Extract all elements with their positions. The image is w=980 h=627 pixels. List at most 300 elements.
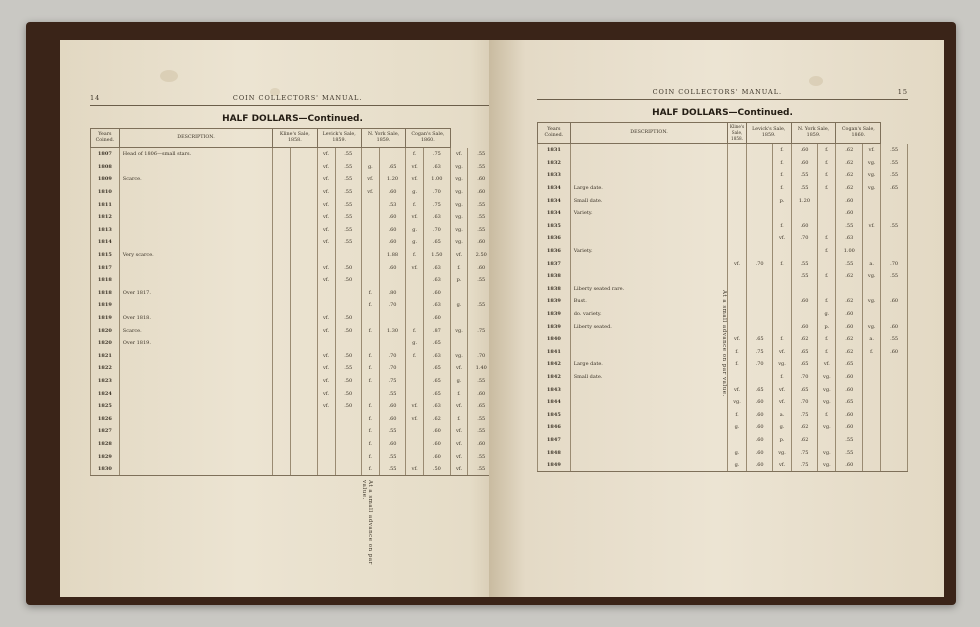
price-cell — [273, 211, 291, 224]
table-row — [91, 236, 495, 249]
description-cell: Liberty seated rare. — [570, 283, 728, 296]
description-cell: Large date. — [570, 182, 728, 195]
price-cell: vg. — [818, 459, 836, 472]
price-cell: f. — [773, 157, 791, 170]
price-cell: vg. — [450, 224, 468, 237]
price-cell: vg. — [818, 421, 836, 434]
price-cell — [881, 358, 908, 371]
table-row — [91, 350, 495, 363]
price-cell — [881, 232, 908, 245]
price-cell: vf. — [406, 412, 424, 425]
price-cell — [273, 387, 291, 400]
price-cell: p. — [773, 434, 791, 447]
price-cell: vf. — [317, 211, 335, 224]
price-cell: vf. — [863, 220, 881, 233]
year-cell: 1837 — [538, 257, 571, 270]
year-cell: 1834 — [538, 207, 571, 220]
price-cell — [791, 207, 818, 220]
price-cell — [773, 295, 791, 308]
table-row — [91, 324, 495, 337]
price-cell: vg. — [450, 161, 468, 174]
price-cell — [273, 224, 291, 237]
price-cell: .60 — [746, 408, 773, 421]
description-cell — [119, 450, 272, 463]
year-cell: 1843 — [538, 383, 571, 396]
price-cell: .65 — [746, 333, 773, 346]
price-cell — [317, 438, 335, 451]
price-cell — [291, 375, 317, 388]
price-cell: f. — [361, 450, 379, 463]
price-cell — [273, 198, 291, 211]
price-cell: .50 — [335, 274, 361, 287]
price-cell: vf. — [317, 236, 335, 249]
price-cell: a. — [773, 408, 791, 421]
price-cell — [746, 194, 773, 207]
year-cell: 1827 — [91, 425, 120, 438]
table-row — [91, 299, 495, 312]
price-cell: .55 — [791, 257, 818, 270]
table-row — [91, 198, 495, 211]
description-cell — [119, 387, 272, 400]
price-cell — [863, 194, 881, 207]
price-cell — [728, 270, 747, 283]
price-cell: f. — [818, 182, 836, 195]
price-cell — [273, 350, 291, 363]
price-cell: g. — [406, 224, 424, 237]
price-cell: f. — [361, 400, 379, 413]
price-cell: 1.20 — [791, 194, 818, 207]
running-title: COIN COLLECTORS' MANUAL. — [652, 88, 783, 96]
table-title: HALF DOLLARS—Continued. — [652, 108, 793, 118]
price-cell: f. — [361, 425, 379, 438]
price-cell: vf. — [406, 173, 424, 186]
price-cell — [291, 261, 317, 274]
price-cell — [291, 211, 317, 224]
description-cell: Scarce. — [119, 173, 272, 186]
price-cell: f. — [361, 412, 379, 425]
price-cell — [406, 287, 424, 300]
price-cell: .62 — [836, 295, 863, 308]
price-cell — [728, 245, 747, 258]
price-cell: g. — [361, 161, 379, 174]
price-cell: vf. — [406, 400, 424, 413]
price-cell — [773, 283, 791, 296]
price-cell: f. — [818, 408, 836, 421]
price-cell: .60 — [791, 157, 818, 170]
price-cell — [728, 169, 747, 182]
price-cell — [335, 463, 361, 476]
price-cell: .55 — [379, 387, 405, 400]
price-cell: .70 — [746, 358, 773, 371]
description-cell — [119, 362, 272, 375]
price-cell: .55 — [791, 169, 818, 182]
price-cell — [273, 287, 291, 300]
price-cell: f. — [728, 408, 747, 421]
price-cell — [881, 371, 908, 384]
price-cell: .75 — [468, 324, 495, 337]
price-cell — [728, 232, 747, 245]
price-cell: f. — [818, 169, 836, 182]
price-cell: f. — [361, 287, 379, 300]
price-cell: .60 — [836, 320, 863, 333]
price-cell: 1.00 — [836, 245, 863, 258]
year-cell: 1822 — [91, 362, 120, 375]
year-cell: 1818 — [91, 274, 120, 287]
price-cell: vf. — [317, 274, 335, 287]
year-cell: 1825 — [91, 400, 120, 413]
description-cell — [570, 333, 728, 346]
price-cell: .62 — [791, 333, 818, 346]
price-cell: .65 — [424, 337, 450, 350]
year-cell: 1831 — [538, 144, 571, 157]
price-cell: vf. — [450, 425, 468, 438]
price-cell: .70 — [424, 186, 450, 199]
price-cell: .60 — [836, 383, 863, 396]
price-cell: .55 — [468, 211, 495, 224]
price-cell: .63 — [424, 161, 450, 174]
price-cell — [881, 408, 908, 421]
description-cell: Scarce. — [119, 324, 272, 337]
price-cell: .60 — [746, 421, 773, 434]
price-cell: vf. — [773, 459, 791, 472]
price-cell: .65 — [424, 375, 450, 388]
table-row — [91, 400, 495, 413]
price-cell: .55 — [836, 446, 863, 459]
price-cell — [317, 299, 335, 312]
description-cell — [570, 346, 728, 359]
price-cell — [881, 194, 908, 207]
year-cell: 1839 — [538, 295, 571, 308]
price-cell: g. — [728, 459, 747, 472]
price-cell — [836, 283, 863, 296]
price-cell — [746, 270, 773, 283]
table-row — [91, 274, 495, 287]
table-row — [91, 173, 495, 186]
price-cell: g. — [818, 308, 836, 321]
table-row — [91, 148, 495, 161]
description-cell — [570, 220, 728, 233]
year-cell: 1828 — [91, 438, 120, 451]
price-cell — [317, 337, 335, 350]
description-cell: Head of 1806—small stars. — [119, 148, 272, 161]
price-cell: .55 — [881, 270, 908, 283]
price-cell: .60 — [468, 438, 495, 451]
price-cell: .60 — [746, 446, 773, 459]
price-cell — [273, 173, 291, 186]
description-cell: Over 1818. — [119, 312, 272, 325]
price-cell — [881, 434, 908, 447]
price-cell: .60 — [881, 346, 908, 359]
price-cell — [361, 387, 379, 400]
price-cell: .65 — [746, 383, 773, 396]
price-cell: .60 — [836, 371, 863, 384]
price-cell: .63 — [424, 299, 450, 312]
price-cell — [863, 383, 881, 396]
price-cell — [379, 337, 405, 350]
price-cell: .50 — [335, 350, 361, 363]
price-cell — [273, 400, 291, 413]
price-cell: .60 — [791, 144, 818, 157]
year-cell: 1815 — [91, 249, 120, 262]
price-cell: .55 — [791, 270, 818, 283]
column-header: Years Coined. — [91, 129, 120, 148]
price-cell: vf. — [863, 144, 881, 157]
table-row — [91, 387, 495, 400]
price-cell: .65 — [379, 161, 405, 174]
price-cell: g. — [406, 186, 424, 199]
description-cell — [119, 299, 272, 312]
description-cell: Variety. — [570, 207, 728, 220]
price-cell: .60 — [836, 308, 863, 321]
price-cell — [273, 236, 291, 249]
price-cell — [450, 337, 468, 350]
year-cell: 1838 — [538, 283, 571, 296]
year-cell: 1824 — [91, 387, 120, 400]
price-cell — [746, 283, 773, 296]
price-cell: .60 — [746, 434, 773, 447]
price-cell: f. — [863, 346, 881, 359]
price-cell — [728, 207, 747, 220]
price-cell: .60 — [379, 211, 405, 224]
price-cell — [746, 245, 773, 258]
price-cell: .70 — [881, 257, 908, 270]
price-cell — [273, 312, 291, 325]
price-cell — [291, 186, 317, 199]
price-cell — [728, 220, 747, 233]
table-row — [538, 232, 908, 245]
price-cell — [728, 144, 747, 157]
price-cell — [335, 438, 361, 451]
year-cell: 1819 — [91, 312, 120, 325]
price-cell — [379, 274, 405, 287]
price-cell — [773, 245, 791, 258]
table-row — [538, 169, 908, 182]
price-cell: .70 — [424, 224, 450, 237]
price-cell — [291, 299, 317, 312]
price-cell — [291, 287, 317, 300]
year-cell: 1812 — [91, 211, 120, 224]
price-cell: .65 — [836, 358, 863, 371]
price-cell — [881, 308, 908, 321]
price-cell: f. — [773, 169, 791, 182]
description-cell — [119, 425, 272, 438]
price-cell: .70 — [379, 299, 405, 312]
price-cell: .65 — [424, 362, 450, 375]
price-cell: .60 — [791, 220, 818, 233]
price-cell: f. — [773, 144, 791, 157]
price-cell — [317, 412, 335, 425]
price-cell: vf. — [728, 257, 747, 270]
price-cell — [335, 287, 361, 300]
price-cell: .55 — [791, 182, 818, 195]
price-cell: vf. — [317, 261, 335, 274]
description-cell — [119, 375, 272, 388]
price-cell: f. — [818, 346, 836, 359]
price-cell: g. — [406, 236, 424, 249]
price-cell: a. — [863, 333, 881, 346]
year-cell: 1832 — [538, 157, 571, 170]
price-cell — [291, 173, 317, 186]
year-cell: 1818 — [91, 287, 120, 300]
price-cell: .62 — [424, 412, 450, 425]
price-cell: vf. — [317, 173, 335, 186]
price-cell: .62 — [836, 333, 863, 346]
price-cell — [317, 287, 335, 300]
description-cell: Variety. — [570, 245, 728, 258]
price-cell: vf. — [406, 161, 424, 174]
year-cell: 1826 — [91, 412, 120, 425]
description-cell: do. variety. — [570, 308, 728, 321]
price-cell: f. — [728, 346, 747, 359]
price-cell — [773, 320, 791, 333]
table-row — [91, 438, 495, 451]
table-row — [538, 434, 908, 447]
table-row — [91, 412, 495, 425]
price-cell: .55 — [468, 375, 495, 388]
price-cell: .65 — [836, 396, 863, 409]
price-cell — [291, 198, 317, 211]
price-cell — [881, 446, 908, 459]
price-cell: .70 — [379, 350, 405, 363]
price-cell: g. — [406, 337, 424, 350]
price-cell: vf. — [317, 161, 335, 174]
price-cell: 1.40 — [468, 362, 495, 375]
price-cell: .60 — [379, 261, 405, 274]
price-cell: vg. — [863, 182, 881, 195]
price-cell — [746, 295, 773, 308]
description-cell — [570, 257, 728, 270]
table-row — [538, 194, 908, 207]
price-cell: .60 — [468, 387, 495, 400]
price-cell — [791, 283, 818, 296]
table-row — [538, 207, 908, 220]
price-cell: .60 — [746, 396, 773, 409]
price-cell: vf. — [317, 324, 335, 337]
description-cell — [570, 459, 728, 472]
price-cell: f. — [818, 270, 836, 283]
description-cell — [570, 144, 728, 157]
price-cell: .55 — [335, 173, 361, 186]
price-cell: .55 — [468, 148, 495, 161]
price-cell: .75 — [791, 446, 818, 459]
price-cell: .63 — [424, 261, 450, 274]
price-cell: vf. — [450, 463, 468, 476]
price-cell — [881, 383, 908, 396]
price-cell: 2.50 — [468, 249, 495, 262]
price-cell — [863, 446, 881, 459]
price-cell — [728, 157, 747, 170]
description-cell: Over 1817. — [119, 287, 272, 300]
price-cell — [361, 312, 379, 325]
price-cell: vf. — [361, 186, 379, 199]
year-cell: 1838 — [538, 270, 571, 283]
price-cell — [291, 236, 317, 249]
year-cell: 1829 — [91, 450, 120, 463]
running-head — [537, 88, 908, 100]
price-cell: vg. — [450, 198, 468, 211]
price-cell: .55 — [379, 463, 405, 476]
price-cell — [728, 182, 747, 195]
price-cell — [291, 463, 317, 476]
price-cell: vf. — [317, 198, 335, 211]
price-cell — [273, 463, 291, 476]
description-cell — [570, 408, 728, 421]
price-cell — [291, 412, 317, 425]
description-cell — [119, 236, 272, 249]
table-row — [538, 446, 908, 459]
price-cell: vg. — [450, 350, 468, 363]
price-cell: vf. — [406, 261, 424, 274]
price-cell — [291, 438, 317, 451]
price-cell — [291, 425, 317, 438]
price-cell — [728, 320, 747, 333]
price-cell: p. — [773, 194, 791, 207]
price-cell: .62 — [836, 182, 863, 195]
price-cell — [291, 450, 317, 463]
price-cell: .50 — [424, 463, 450, 476]
price-cell: .55 — [468, 299, 495, 312]
description-cell: Liberty seated. — [570, 320, 728, 333]
price-cell — [291, 224, 317, 237]
price-cell — [335, 249, 361, 262]
price-cell: f. — [773, 182, 791, 195]
table-row — [538, 144, 908, 157]
price-cell: vf. — [317, 362, 335, 375]
price-cell: .65 — [791, 346, 818, 359]
price-cell — [317, 249, 335, 262]
price-cell: vg. — [450, 324, 468, 337]
price-cell: .55 — [335, 161, 361, 174]
price-cell — [273, 186, 291, 199]
left-page — [60, 40, 515, 597]
price-cell — [746, 371, 773, 384]
price-cell — [746, 144, 773, 157]
price-cell: vg. — [773, 358, 791, 371]
price-cell: g. — [450, 375, 468, 388]
year-cell: 1848 — [538, 446, 571, 459]
price-cell — [746, 182, 773, 195]
price-cell: .70 — [791, 232, 818, 245]
price-cell: .50 — [335, 387, 361, 400]
price-cell — [335, 337, 361, 350]
description-cell — [119, 463, 272, 476]
description-cell — [570, 396, 728, 409]
description-cell — [119, 350, 272, 363]
column-header: Levick's Sale, 1859. — [746, 123, 791, 144]
year-cell: 1820 — [91, 324, 120, 337]
year-cell: 1839 — [538, 308, 571, 321]
price-cell: .65 — [791, 383, 818, 396]
price-cell — [818, 220, 836, 233]
price-cell — [881, 421, 908, 434]
price-cell: .60 — [379, 412, 405, 425]
column-header: Kline's Sale, 1858. — [728, 123, 747, 144]
column-header: Cogan's Sale, 1860. — [406, 129, 450, 148]
price-cell: .62 — [836, 144, 863, 157]
price-cell: .65 — [424, 236, 450, 249]
price-cell: vf. — [361, 173, 379, 186]
price-cell: .55 — [335, 236, 361, 249]
price-cell: .55 — [335, 362, 361, 375]
price-cell: .75 — [424, 198, 450, 211]
price-cell: vg. — [450, 211, 468, 224]
price-cell: vg. — [818, 383, 836, 396]
price-cell — [361, 236, 379, 249]
price-cell: g. — [450, 299, 468, 312]
price-cell: .60 — [424, 450, 450, 463]
price-cell — [317, 425, 335, 438]
description-cell — [570, 232, 728, 245]
